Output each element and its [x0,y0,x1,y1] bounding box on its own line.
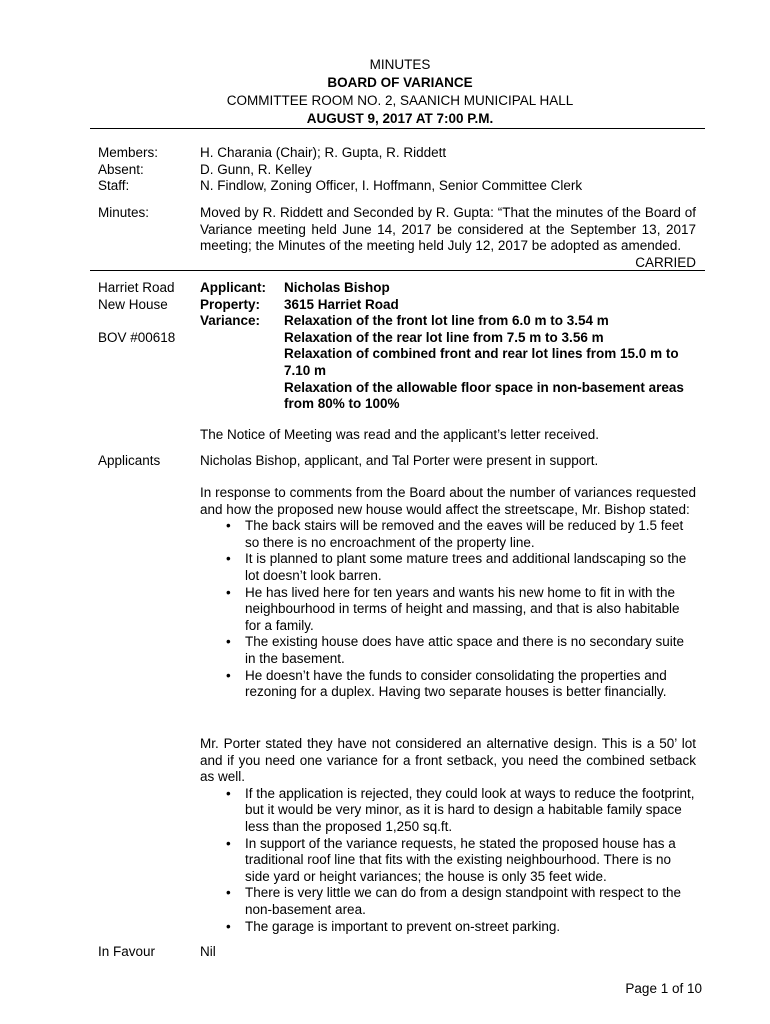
list-item: • If the application is rejected, they could look at ways to reduce the footprint, but it would be very minor, as it is hard to design a habitable family space less than the proposed 1,250 sq.ft. [226,785,695,834]
applicants-label: Applicants [98,453,161,468]
header-date: AUGUST 9, 2017 AT 7:00 P.M. [306,111,494,126]
list-item: • In support of the variance requests, he stated the proposed house has a traditional roof line that fits with the existing neighbourhood. There is no side yard or height variances; the house is only 35 feet wide. [226,835,676,884]
list-item: • The garage is important to prevent on-street parking. [226,918,561,934]
members-value: H. Charania (Chair); R. Gupta, R. Riddett [200,145,447,160]
staff-value: N. Findlow, Zoning Officer, I. Hoffmann, Senior Committee Clerk [200,178,583,194]
header-minutes: MINUTES [369,57,431,72]
item-street: Harriet Road [98,280,175,295]
applicant-value: Nicholas Bishop [284,280,390,295]
staff-label: Staff: [98,178,130,194]
variance-item: Relaxation of the allowable floor space in non-basement areas from 80% to 100% [284,379,684,412]
bullet-icon: • [226,518,231,534]
bullet-icon: • [226,785,231,801]
document-header [96,56,704,128]
header-board: BOARD OF VARIANCE [327,75,473,90]
bullet-icon: • [226,634,231,650]
applicant-row [200,280,696,297]
header-divider [90,128,705,129]
variance-key: Variance: [200,313,261,329]
property-key: Property: [200,296,261,312]
list-item: • The existing house does have attic space and there is no secondary suite in the basement. [226,634,685,666]
minutes-label: Minutes: [98,205,150,220]
list-item: • It is planned to plant some mature trees and additional landscaping so the lot doesn’t look barren. [226,551,687,583]
in-favour-value: Nil [200,944,216,959]
item-bov-number: BOV #00618 [98,329,176,345]
variance-item: Relaxation of the rear lot line from 7.5 m to 3.56 m [284,329,604,345]
notice-text: The Notice of Meeting was read and the applicant’s letter received. [200,427,599,442]
absent-value: D. Gunn, R. Kelley [200,161,312,177]
page-number: Page 1 of 10 [625,981,702,996]
bullet-icon: • [226,918,231,934]
minutes-result: CARRIED [635,254,696,270]
bishop-points [200,518,696,701]
minutes-motion: Moved by R. Riddett and Seconded by R. Gupta: “That the minutes of the Board of Variance meeting held June 14, 2017 be considered at the September 13, 2017 meeting; the Minutes of the meeting held July 12, 2017 be adopted as amended. [200,205,696,254]
applicant-key: Applicant: [200,280,266,295]
list-item: • He has lived here for ten years and wants his new home to fit in with the neighbourhood in terms of height and massing, and that is also habitable for a family. [226,584,680,633]
in-favour-label: In Favour [98,944,156,959]
bullet-icon: • [226,885,231,901]
minutes-divider [90,270,705,271]
list-item: • There is very little we can do from a design standpoint with respect to the non-basement area. [226,885,681,917]
bullet-icon: • [226,551,231,567]
property-row [200,297,696,314]
bullet-icon: • [226,667,231,683]
list-item: • The back stairs will be removed and the eaves will be reduced by 1.5 feet so there is no encroachment of the property line. [226,518,684,550]
members-label: Members: [98,145,159,160]
list-item: • He doesn’t have the funds to consider consolidating the properties and rezoning for a duplex. Having two separate houses is better financially. [226,667,667,700]
applicants-present: Nicholas Bishop, applicant, and Tal Porter were present in support. [200,453,599,468]
bullet-icon: • [226,584,231,600]
item-type: New House [98,296,168,312]
variance-row [200,313,696,413]
variance-item: Relaxation of the front lot line from 6.0 m to 3.54 m [284,313,609,329]
bullet-icon: • [226,835,231,851]
property-value: 3615 Harriet Road [284,296,399,312]
variance-item: Relaxation of combined front and rear lot lines from 15.0 m to 7.10 m [284,346,679,378]
porter-points [200,786,696,935]
porter-intro: Mr. Porter stated they have not considered an alternative design. This is a 50’ lot and if you need one variance for a front setback, you need the combined setback as well. [200,736,696,785]
bishop-intro: In response to comments from the Board about the number of variances requested and how the proposed new house would affect the streetscape, Mr. Bishop stated: [200,485,696,517]
header-location: COMMITTEE ROOM NO. 2, SAANICH MUNICIPAL HALL [226,93,574,108]
absent-label: Absent: [98,161,144,177]
label-spacer [98,313,198,330]
